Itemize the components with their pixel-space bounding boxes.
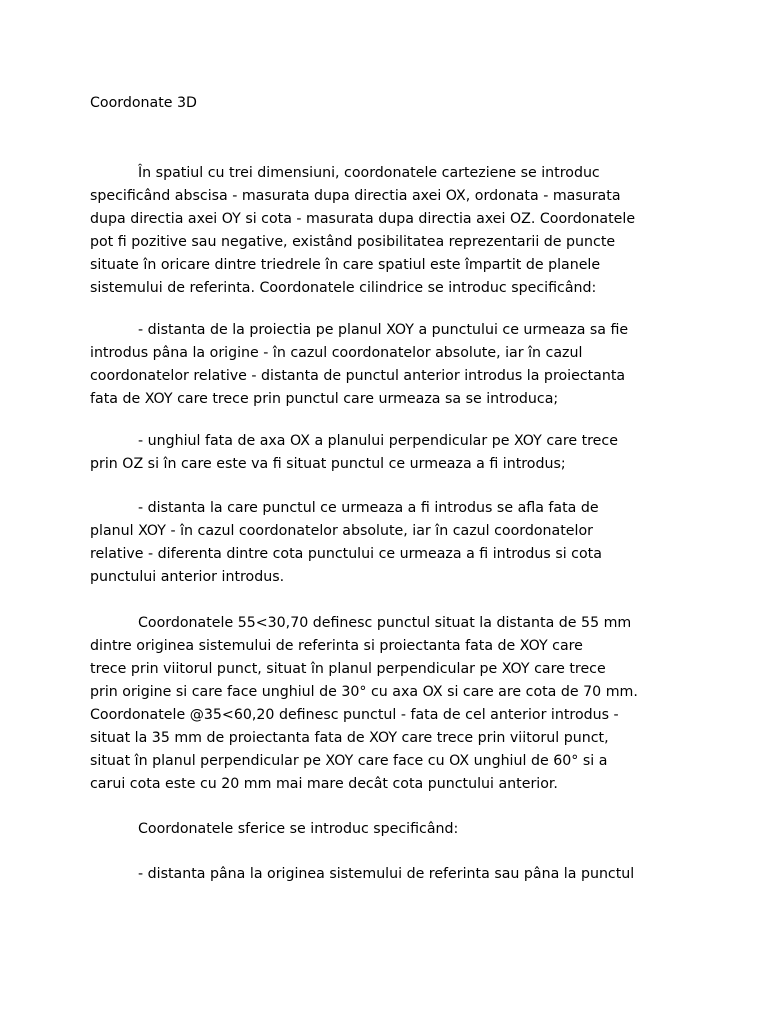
paragraph-cylindrical-angle [90, 430, 690, 476]
text-line: dupa directia axei OY si cota - masurata dupa directia axei OZ. Coordonatele [90, 211, 636, 227]
text-line: - distanta pâna la originea sistemului de referinta sau pâna la punctul [138, 866, 635, 882]
text-line: sistemului de referinta. Coordonatele cilindrice se introduc specificând: [90, 280, 597, 296]
text-line: dintre originea sistemului de referinta si proiectanta fata de XOY care [90, 638, 583, 654]
text-line: prin origine si care face unghiul de 30° cu axa OX si care are cota de 70 mm. [90, 684, 638, 700]
paragraph-spherical-distance [90, 863, 690, 886]
text-line: carui cota este cu 20 mm mai mare decât cota punctului anterior. [90, 776, 558, 792]
paragraph-cylindrical-distance [90, 319, 690, 411]
text-line: pot fi pozitive sau negative, existând posibilitatea reprezentarii de puncte [90, 234, 616, 250]
text-line: - distanta la care punctul ce urmeaza a fi introdus se afla fata de [138, 500, 599, 516]
text-line: planul XOY - în cazul coordonatelor absolute, iar în cazul coordonatelor [90, 523, 593, 539]
text-line: În spatiul cu trei dimensiuni, coordonatele carteziene se introduc [138, 165, 600, 181]
paragraph-cylindrical-height [90, 497, 690, 589]
text-line: introdus pâna la origine - în cazul coordonatelor absolute, iar în cazul [90, 345, 583, 361]
text-line: relative - diferenta dintre cota punctului ce urmeaza a fi introdus si cota [90, 546, 602, 562]
paragraph-cartesian-intro [90, 162, 690, 300]
paragraph-coordinate-examples [90, 612, 690, 796]
text-line: Coordonatele sferice se introduc specificând: [138, 821, 459, 837]
text-line: situat în planul perpendicular pe XOY care face cu OX unghiul de 60° si a [90, 753, 608, 769]
text-line: Coordonatele @35<60,20 definesc punctul - fata de cel anterior introdus - [90, 707, 619, 723]
text-line: situate în oricare dintre triedrele în care spatiul este împartit de planele [90, 257, 601, 273]
text-line: - distanta de la proiectia pe planul XOY a punctului ce urmeaza sa fie [138, 322, 629, 338]
text-line: situat la 35 mm de proiectanta fata de XOY care trece prin viitorul punct, [90, 730, 609, 746]
text-line: specificând abscisa - masurata dupa directia axei OX, ordonata - masurata [90, 188, 621, 204]
text-line: trece prin viitorul punct, situat în planul perpendicular pe XOY care trece [90, 661, 606, 677]
text-line: prin OZ si în care este va fi situat punctul ce urmeaza a fi introdus; [90, 456, 566, 472]
paragraph-spherical-intro [90, 818, 690, 841]
text-line: coordonatelor relative - distanta de punctul anterior introdus la proiectanta [90, 368, 626, 384]
text-line: punctului anterior introdus. [90, 569, 285, 585]
text-line: Coordonatele 55<30,70 definesc punctul situat la distanta de 55 mm [138, 615, 632, 631]
text-line: fata de XOY care trece prin punctul care urmeaza sa se introduca; [90, 391, 559, 407]
text-line: - unghiul fata de axa OX a planului perpendicular pe XOY care trece [138, 433, 618, 449]
document-title: Coordonate 3D [90, 95, 197, 111]
